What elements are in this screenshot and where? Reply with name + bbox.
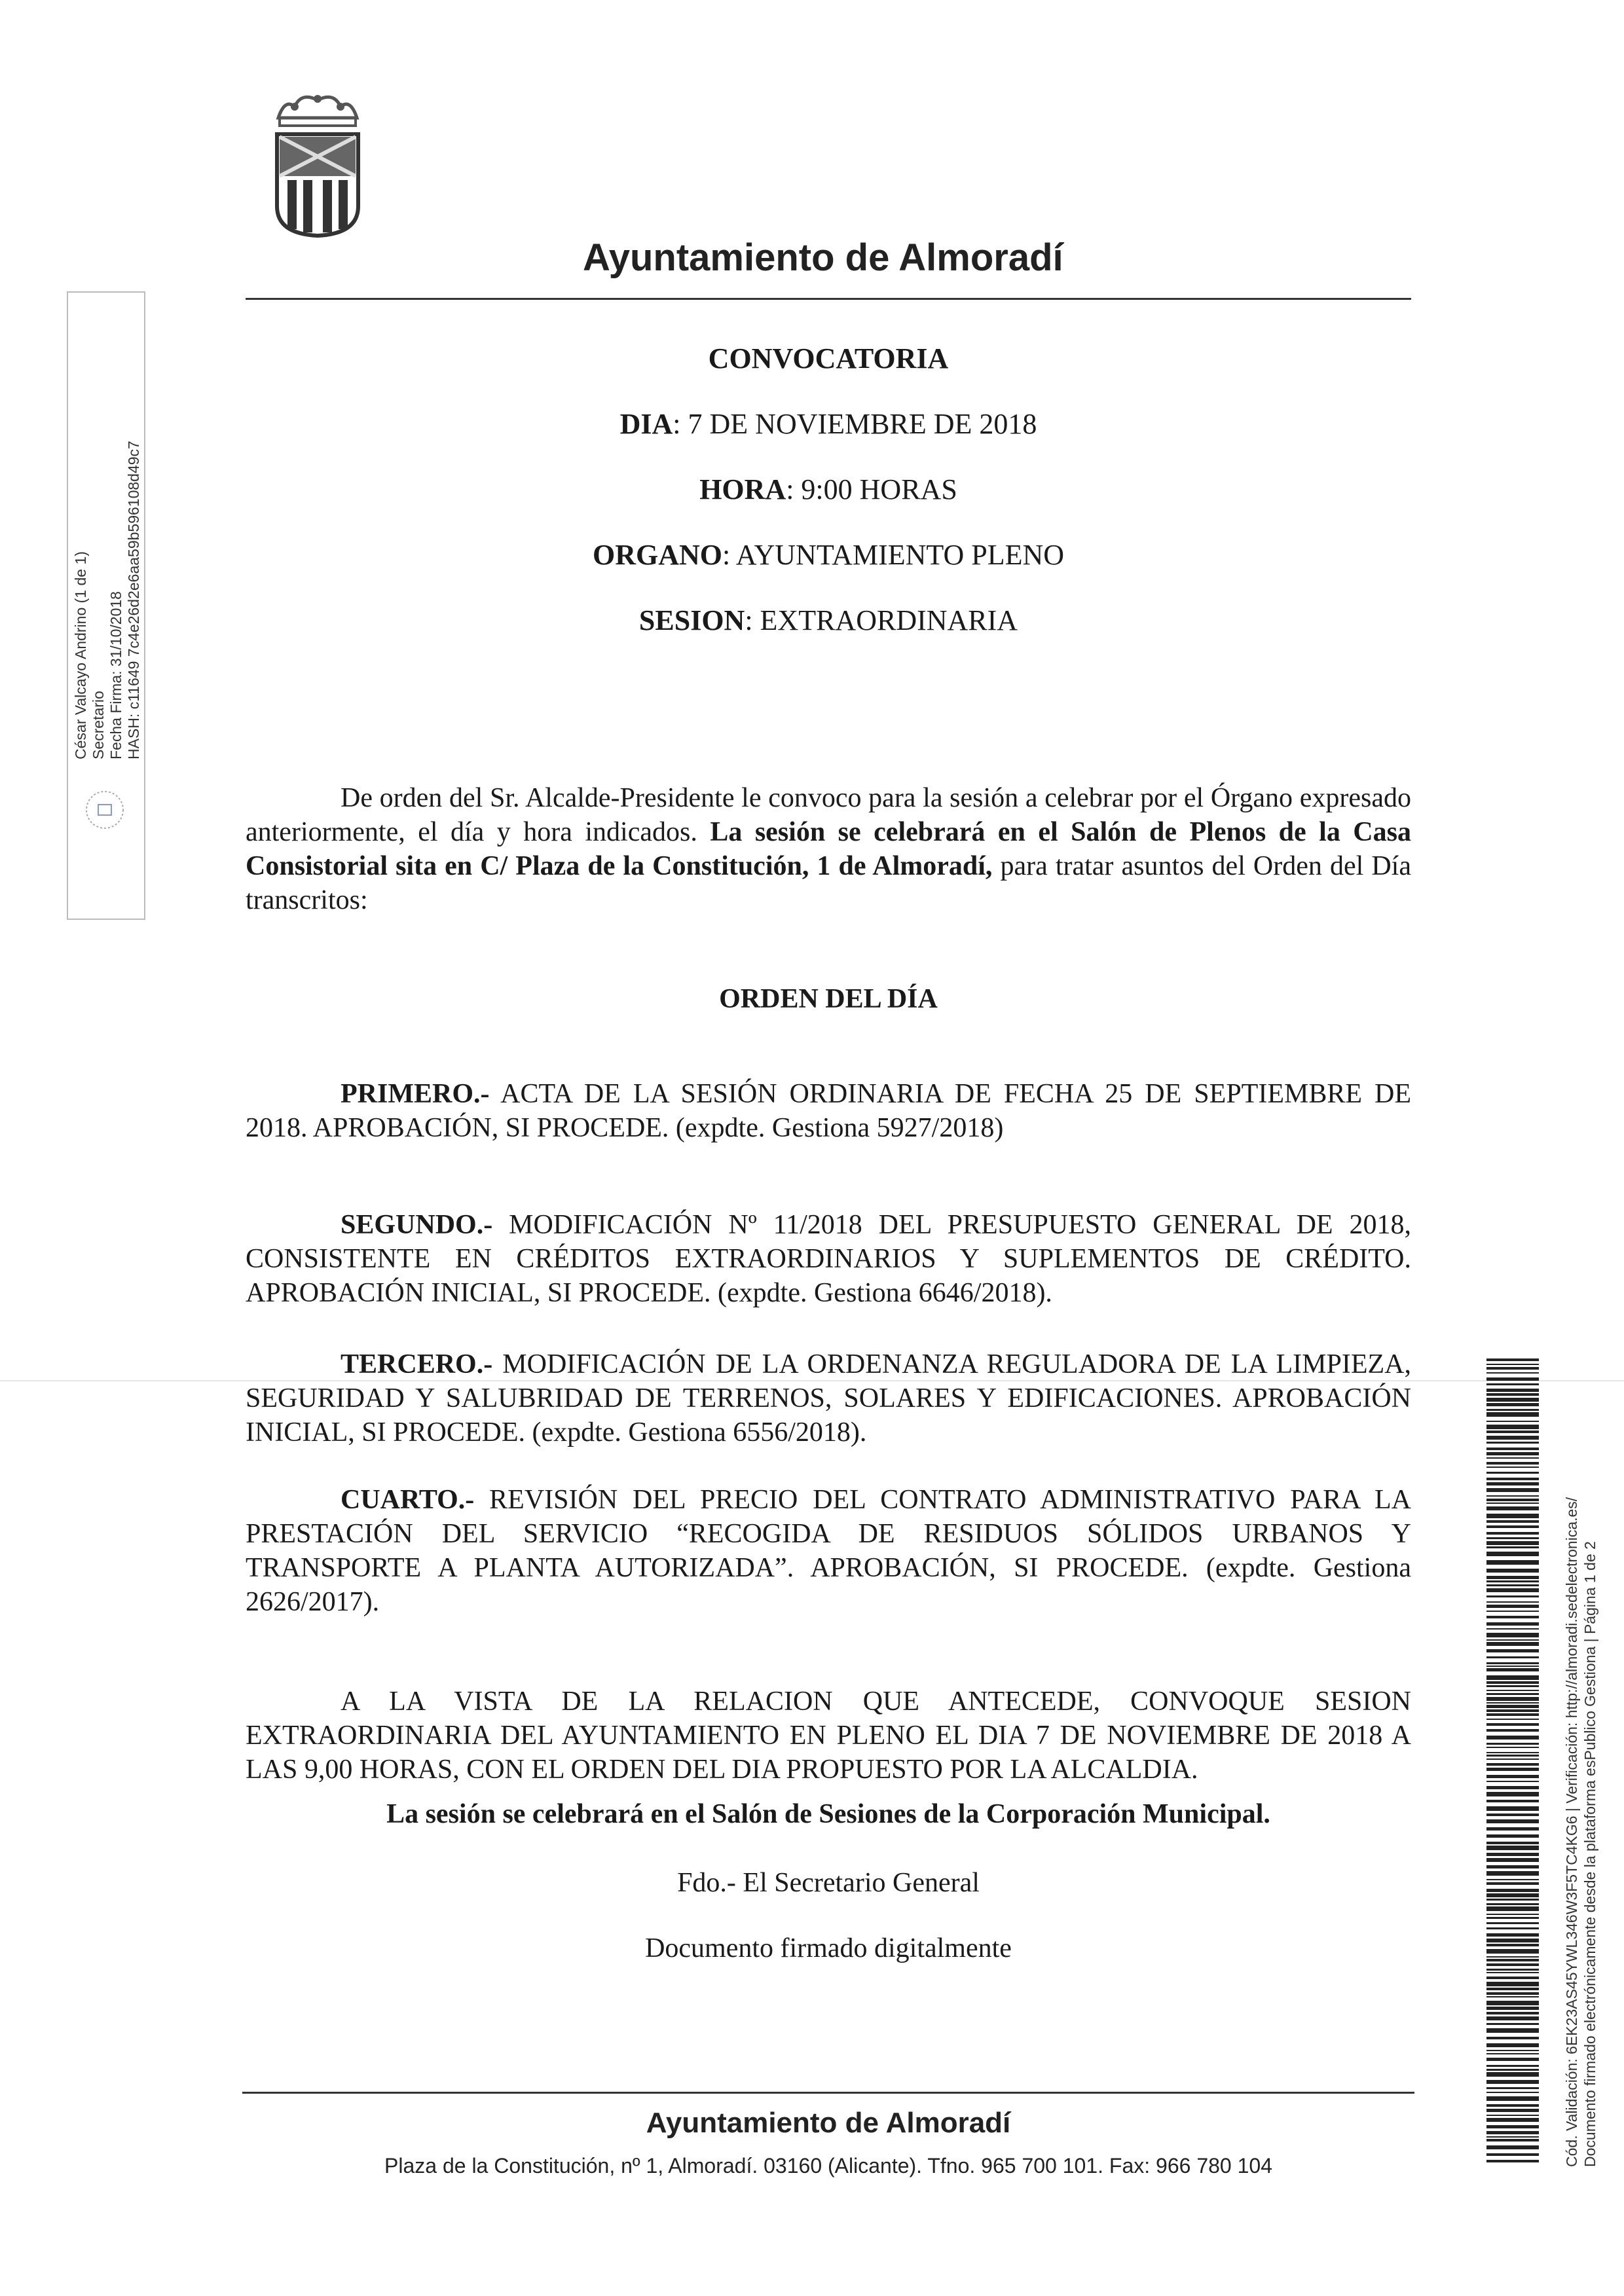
agenda-title: ORDEN DEL DÍA [719, 984, 938, 1014]
header-divider [246, 298, 1411, 300]
agenda-item: SEGUNDO.- MODIFICACIÓN Nº 11/2018 DEL PRESUPUESTO GENERAL DE 2018, CONSISTENTE EN CRÉDITOS EXTRAORDINARIOS Y SUPLEMENTOS DE CRÉDITO. APROBACIÓN INICIAL, SI PROCEDE. (expdte. Gestiona 6646/2018). [246, 1210, 1411, 1308]
validation-code: Cód. Validación: 6EK23AS45YWL346W3F5TC4KG6 | Verificación: http://almoradi.sedelectronica.es/ [1563, 1497, 1580, 2167]
header-title: Ayuntamiento de Almoradí [583, 236, 1063, 279]
signer-name: César Valcayo Andrino (1 de 1) [72, 551, 89, 759]
time-label: HORA [699, 473, 786, 505]
footer-address: Plaza de la Constitución, nº 1, Almoradí. 03160 (Alicante). Tfno. 965 700 101. Fax: 966 780 104 [384, 2154, 1272, 2178]
meeting-session [246, 604, 1411, 637]
session-location-note: La sesión se celebrará en el Salón de Sesiones de la Corporación Municipal. [386, 1799, 1270, 1829]
agenda-item: CUARTO.- REVISIÓN DEL PRECIO DEL CONTRATO ADMINISTRATIVO PARA LA PRESTACIÓN DEL SERVICIO “RECOGIDA DE RESIDUOS SÓLIDOS URBANOS Y TRANSPORTE A PLANTA AUTORIZADA”. APROBACIÓN, SI PROCEDE. (expdte. Gestiona 2626/2017). [246, 1485, 1411, 1617]
signer-role: Secretario [90, 691, 107, 759]
closing-paragraph: A LA VISTA DE LA RELACION QUE ANTECEDE, CONVOQUE SESION EXTRAORDINARIA DEL AYUNTAMIENTO EN PLENO EL DIA 7 DE NOVIEMBRE DE 2018 A LAS 9,00 HORAS, CON EL ORDEN DEL DIA PROPUESTO POR LA ALCALDIA. [246, 1686, 1411, 1785]
date-value: : 7 DE NOVIEMBRE DE 2018 [673, 408, 1037, 440]
date-label: DIA [619, 408, 673, 440]
validation-note: Documento firmado electrónicamente desde la plataforma esPublico Gestiona | Página 1 de 2 [1581, 1541, 1598, 2167]
agenda-item-label: SEGUNDO.- [341, 1210, 493, 1240]
signature-hash: HASH: c11649 7c4e26d2e6aa59b596108d49c7 [125, 441, 142, 759]
signature-block [72, 301, 143, 759]
time-value: : 9:00 HORAS [786, 473, 957, 505]
seal-icon [84, 789, 126, 831]
scan-line [0, 1380, 1624, 1381]
session-value: : EXTRAORDINARIA [745, 604, 1018, 636]
agenda-item-label: TERCERO.- [341, 1349, 493, 1379]
signer: Fdo.- El Secretario General [677, 1868, 980, 1898]
agenda-item: PRIMERO.- ACTA DE LA SESIÓN ORDINARIA DE FECHA 25 DE SEPTIEMBRE DE 2018. APROBACIÓN, SI PROCEDE. (expdte. Gestiona 5927/2018) [246, 1079, 1411, 1143]
footer-title: Ayuntamiento de Almoradí [646, 2107, 1011, 2139]
meeting-organ [246, 538, 1411, 572]
municipal-crest-icon [265, 88, 370, 239]
agenda-item-label: PRIMERO.- [341, 1079, 490, 1109]
agenda-item-label: CUARTO.- [341, 1485, 475, 1515]
validation-info [1562, 1342, 1599, 2167]
barcode-icon [1486, 1358, 1539, 2164]
document-title: CONVOCATORIA [708, 342, 949, 374]
organ-label: ORGANO [592, 539, 722, 571]
meeting-time [246, 473, 1411, 506]
session-label: SESION [638, 604, 745, 636]
signature-date: Fecha Firma: 31/10/2018 [107, 591, 124, 759]
organ-value: : AYUNTAMIENTO PLENO [722, 539, 1065, 571]
meeting-date [246, 407, 1411, 441]
footer-divider [242, 2092, 1414, 2094]
digital-signature-note: Documento firmado digitalmente [645, 1933, 1012, 1963]
intro-location: La sesión se celebrará en el Salón de Plenos de la Casa Consistorial sita en C/ Plaza de la Constitución, 1 de Almoradí, [246, 817, 1411, 881]
intro-paragraph: De orden del Sr. Alcalde-Presidente le convoco para la sesión a celebrar por el Órgano expresado anteriormente, el día y hora indicados. La sesión se celebrará en el Salón de Plenos de la Casa Consistorial sita en C/ Plaza de la Constitución, 1 de Almoradí, para tratar asuntos del Orden del Día transcritos: [246, 783, 1411, 915]
agenda-item: TERCERO.- MODIFICACIÓN DE LA ORDENANZA REGULADORA DE LA LIMPIEZA, SEGURIDAD Y SALUBRIDAD DE TERRENOS, SOLARES Y EDIFICACIONES. APROBACIÓN INICIAL, SI PROCEDE. (expdte. Gestiona 6556/2018). [246, 1349, 1411, 1448]
